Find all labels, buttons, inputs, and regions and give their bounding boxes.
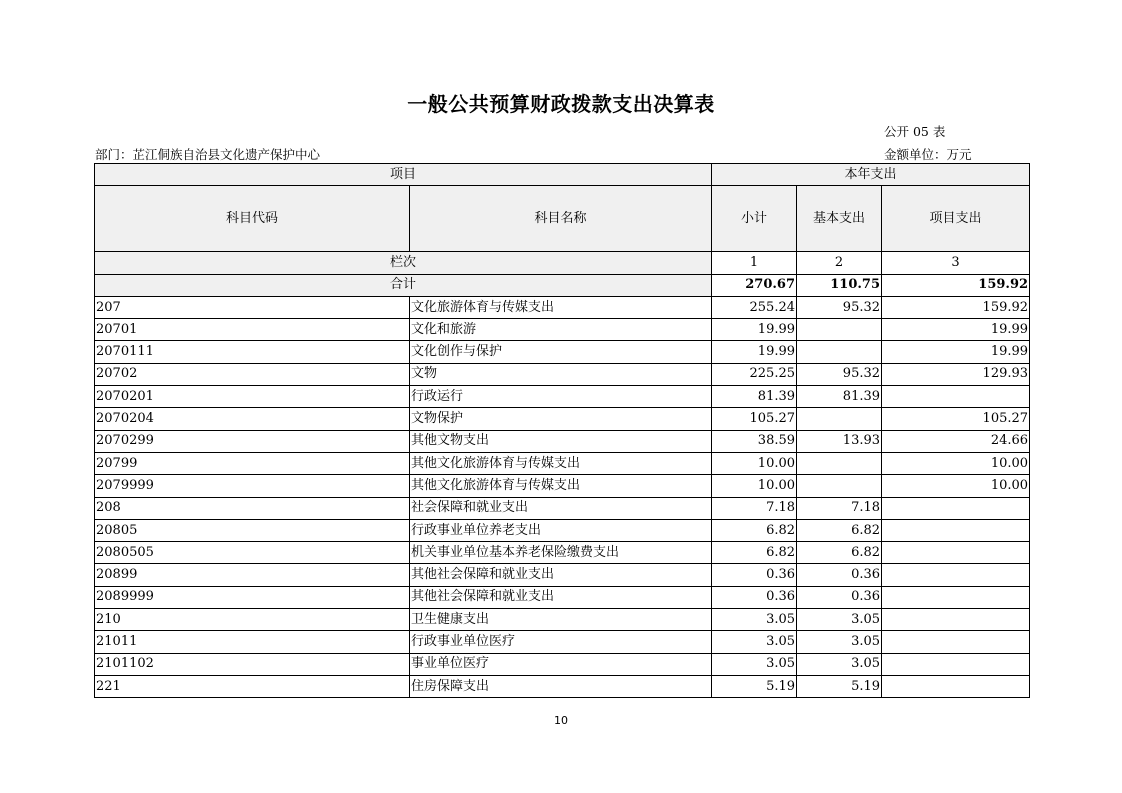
cell-project (882, 519, 1030, 541)
table-row (95, 653, 1030, 675)
cell-name: 文化旅游体育与传媒支出 (410, 296, 712, 318)
cell-code: 2080505 (95, 542, 410, 564)
cell-code: 207 (95, 296, 410, 318)
cell-basic: 6.82 (797, 519, 882, 541)
header-project: 项目 (95, 164, 712, 186)
table-row (95, 675, 1030, 697)
cell-basic: 95.32 (797, 296, 882, 318)
cell-project: 105.27 (882, 408, 1030, 430)
cell-project: 159.92 (882, 296, 1030, 318)
cell-code: 20702 (95, 363, 410, 385)
cell-code: 221 (95, 675, 410, 697)
cell-basic: 7.18 (797, 497, 882, 519)
cell-project: 24.66 (882, 430, 1030, 452)
cell-subtotal: 19.99 (712, 341, 797, 363)
cell-code: 2089999 (95, 586, 410, 608)
cell-subtotal: 7.18 (712, 497, 797, 519)
cell-code: 2079999 (95, 475, 410, 497)
table-row (95, 319, 1030, 341)
cell-name: 文物 (410, 363, 712, 385)
cell-code: 210 (95, 609, 410, 631)
cell-name: 卫生健康支出 (410, 609, 712, 631)
cell-subtotal: 3.05 (712, 609, 797, 631)
cell-code: 20701 (95, 319, 410, 341)
cell-subtotal: 6.82 (712, 519, 797, 541)
header-subtotal: 小计 (712, 186, 797, 252)
cell-basic (797, 408, 882, 430)
header-row-group (95, 164, 1030, 186)
cell-basic: 13.93 (797, 430, 882, 452)
cell-basic (797, 452, 882, 474)
cell-code: 2070204 (95, 408, 410, 430)
cell-subtotal: 38.59 (712, 430, 797, 452)
header-current-year: 本年支出 (712, 164, 1030, 186)
table-row (95, 430, 1030, 452)
table-row (95, 542, 1030, 564)
cell-name: 其他社会保障和就业支出 (410, 564, 712, 586)
column-index-1: 1 (712, 252, 797, 274)
table-row (95, 296, 1030, 318)
cell-name: 社会保障和就业支出 (410, 497, 712, 519)
table-row (95, 363, 1030, 385)
cell-subtotal: 255.24 (712, 296, 797, 318)
cell-code: 21011 (95, 631, 410, 653)
cell-basic (797, 341, 882, 363)
cell-project (882, 497, 1030, 519)
cell-code: 208 (95, 497, 410, 519)
cell-project: 10.00 (882, 475, 1030, 497)
cell-subtotal: 5.19 (712, 675, 797, 697)
expenditure-table (94, 163, 1030, 698)
cell-basic: 3.05 (797, 609, 882, 631)
cell-name: 其他文物支出 (410, 430, 712, 452)
cell-code: 2070201 (95, 386, 410, 408)
cell-project: 129.93 (882, 363, 1030, 385)
cell-subtotal: 0.36 (712, 586, 797, 608)
header-basic: 基本支出 (797, 186, 882, 252)
cell-subtotal: 10.00 (712, 452, 797, 474)
cell-basic: 3.05 (797, 631, 882, 653)
cell-name: 行政事业单位养老支出 (410, 519, 712, 541)
cell-code: 20799 (95, 452, 410, 474)
cell-project (882, 564, 1030, 586)
header-row-columns (95, 186, 1030, 252)
column-index-3: 3 (882, 252, 1030, 274)
table-row (95, 386, 1030, 408)
column-index-2: 2 (797, 252, 882, 274)
total-subtotal: 270.67 (712, 274, 797, 296)
cell-subtotal: 3.05 (712, 631, 797, 653)
cell-name: 行政事业单位医疗 (410, 631, 712, 653)
total-label: 合计 (95, 274, 712, 296)
total-basic: 110.75 (797, 274, 882, 296)
cell-project (882, 675, 1030, 697)
cell-basic: 3.05 (797, 653, 882, 675)
cell-name: 住房保障支出 (410, 675, 712, 697)
cell-name: 机关事业单位基本养老保险缴费支出 (410, 542, 712, 564)
table-row (95, 497, 1030, 519)
cell-basic: 81.39 (797, 386, 882, 408)
cell-project: 19.99 (882, 341, 1030, 363)
table-row (95, 609, 1030, 631)
cell-basic (797, 319, 882, 341)
page-title: 一般公共预算财政拨款支出决算表 (407, 92, 715, 116)
cell-subtotal: 105.27 (712, 408, 797, 430)
table-row (95, 341, 1030, 363)
cell-code: 20805 (95, 519, 410, 541)
table-row (95, 452, 1030, 474)
column-index-label: 栏次 (95, 252, 712, 274)
amount-unit-label: 金额单位：万元 (884, 147, 972, 162)
cell-name: 其他社会保障和就业支出 (410, 586, 712, 608)
cell-subtotal: 10.00 (712, 475, 797, 497)
table-row (95, 586, 1030, 608)
cell-project: 19.99 (882, 319, 1030, 341)
cell-project (882, 542, 1030, 564)
cell-project (882, 631, 1030, 653)
department-label: 部门：芷江侗族自治县文化遗产保护中心 (95, 147, 321, 162)
cell-subtotal: 225.25 (712, 363, 797, 385)
cell-name: 文物保护 (410, 408, 712, 430)
page-number: 10 (554, 714, 568, 727)
cell-subtotal: 6.82 (712, 542, 797, 564)
total-project: 159.92 (882, 274, 1030, 296)
cell-name: 其他文化旅游体育与传媒支出 (410, 452, 712, 474)
cell-project (882, 653, 1030, 675)
cell-name: 文化和旅游 (410, 319, 712, 341)
cell-basic: 95.32 (797, 363, 882, 385)
table-row (95, 519, 1030, 541)
table-row (95, 408, 1030, 430)
table-row (95, 564, 1030, 586)
cell-basic: 0.36 (797, 586, 882, 608)
cell-name: 文化创作与保护 (410, 341, 712, 363)
cell-name: 行政运行 (410, 386, 712, 408)
cell-code: 2101102 (95, 653, 410, 675)
cell-name: 事业单位医疗 (410, 653, 712, 675)
cell-project (882, 609, 1030, 631)
column-index-row (95, 252, 1030, 274)
cell-basic: 6.82 (797, 542, 882, 564)
form-number: 公开 05 表 (884, 124, 946, 139)
cell-project: 10.00 (882, 452, 1030, 474)
cell-basic: 0.36 (797, 564, 882, 586)
cell-project (882, 386, 1030, 408)
cell-project (882, 586, 1030, 608)
cell-subtotal: 3.05 (712, 653, 797, 675)
cell-subtotal: 81.39 (712, 386, 797, 408)
table-row (95, 475, 1030, 497)
table-row (95, 631, 1030, 653)
total-row (95, 274, 1030, 296)
cell-code: 2070299 (95, 430, 410, 452)
cell-subtotal: 19.99 (712, 319, 797, 341)
cell-basic: 5.19 (797, 675, 882, 697)
header-project-expense: 项目支出 (882, 186, 1030, 252)
header-name: 科目名称 (410, 186, 712, 252)
cell-subtotal: 0.36 (712, 564, 797, 586)
cell-name: 其他文化旅游体育与传媒支出 (410, 475, 712, 497)
cell-basic (797, 475, 882, 497)
cell-code: 2070111 (95, 341, 410, 363)
cell-code: 20899 (95, 564, 410, 586)
header-code: 科目代码 (95, 186, 410, 252)
